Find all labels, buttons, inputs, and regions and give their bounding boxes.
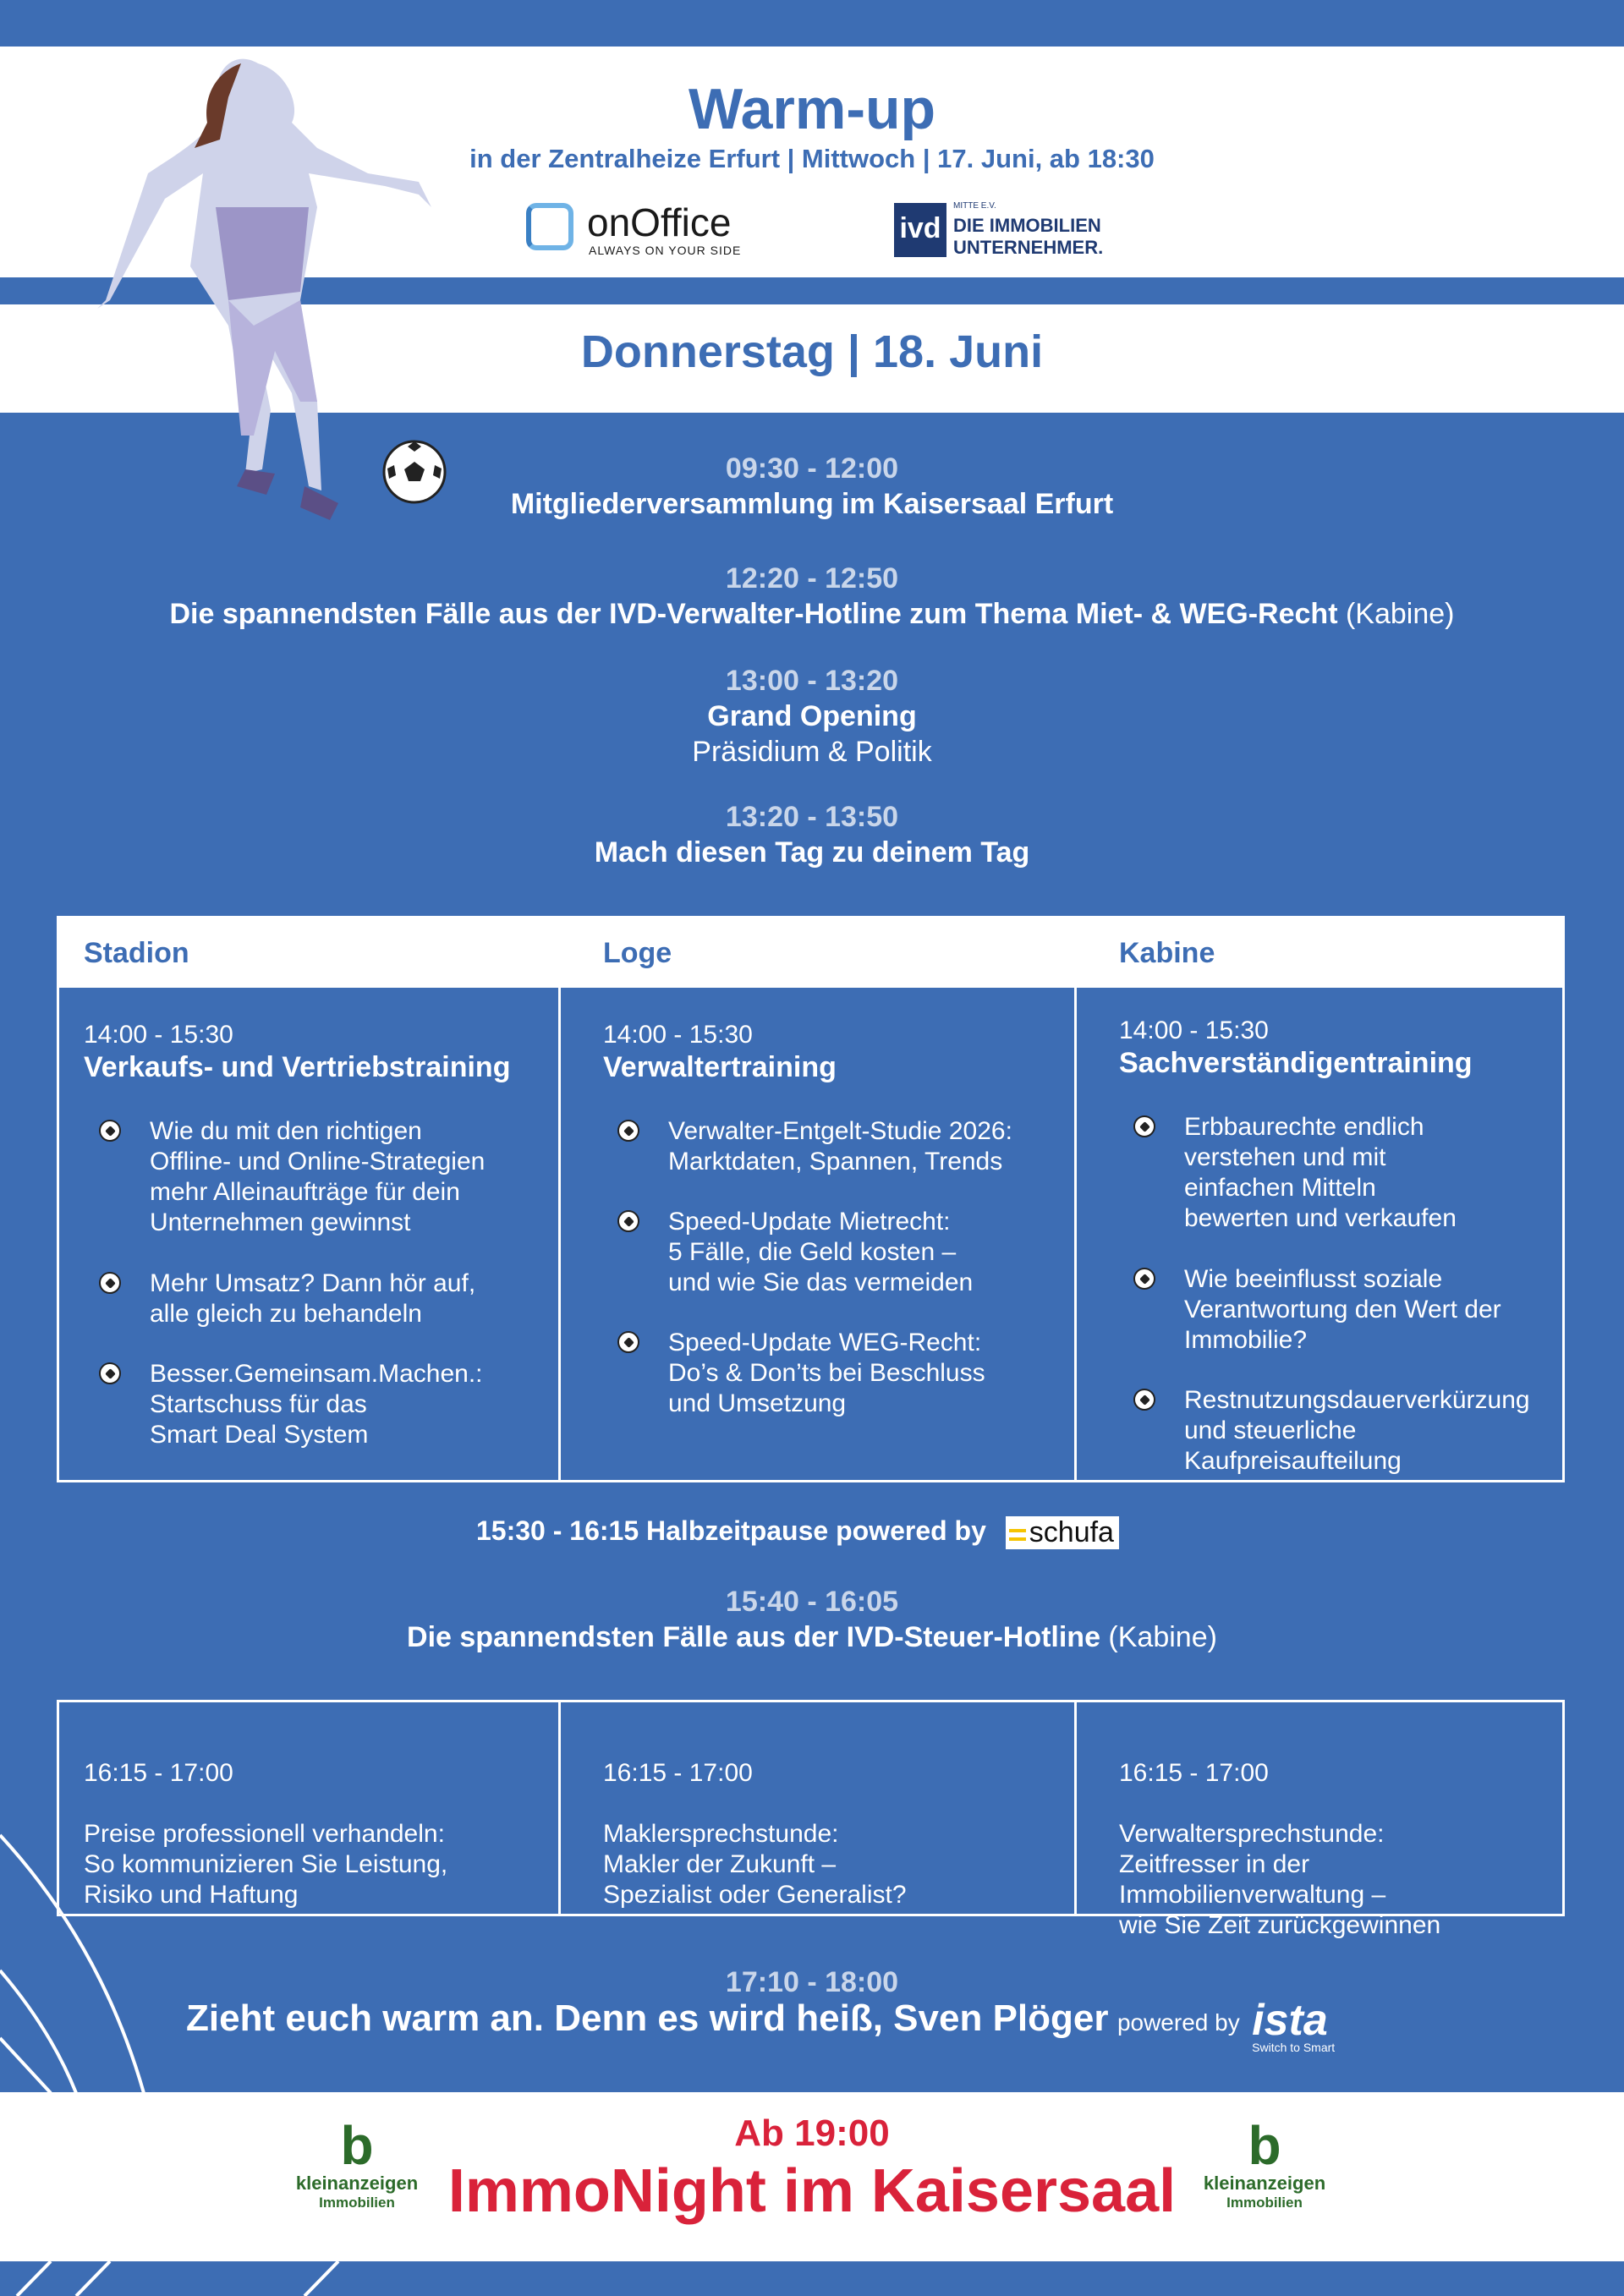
cell-time: 16:15 - 17:00 (84, 1759, 233, 1787)
cell-title: Sachverständigentraining (1119, 1047, 1473, 1079)
cell-time: 14:00 - 15:30 (84, 1021, 233, 1049)
training-cell (1119, 1016, 1559, 1080)
program-subtitle: Präsidium & Politik (692, 736, 932, 768)
kleinanzeigen-logo-right (1188, 2115, 1341, 2220)
cell-text: Maklersprechstunde: Makler der Zukunft – Spezialist oder Generalist? (603, 1820, 907, 1909)
program-title: Grand Opening (707, 700, 917, 732)
day-title: Donnerstag | 18. Juni (580, 326, 1044, 377)
closing-powered: powered by (1116, 2009, 1240, 2036)
program-item (0, 1584, 1624, 1655)
list-item-text: Mehr Umsatz? Dann hör auf, alle gleich zu behandeln (150, 1269, 476, 1328)
program-location: (Kabine) (1100, 1621, 1217, 1653)
closing-line (186, 1997, 1455, 2054)
kleinanzeigen-logo-subtext: Immobilien (1226, 2195, 1303, 2211)
training-cell (84, 1020, 549, 1084)
program-item (0, 451, 1624, 522)
cell-time: 14:00 - 15:30 (1119, 1016, 1269, 1044)
program-title: Die spannendsten Fälle aus der IVD-Steuer-Hotline (407, 1621, 1100, 1653)
training-cell (603, 1020, 1068, 1084)
onoffice-logo (524, 201, 744, 260)
ista-logo-tagline: Switch to Smart (1252, 2040, 1336, 2054)
column-divider (558, 918, 561, 1480)
list-item-text: Speed-Update WEG-Recht: Do’s & Don’ts bei Beschluss und Umsetzung (668, 1329, 985, 1417)
column-divider (558, 1702, 561, 1914)
soccer-ball-icon (99, 1362, 121, 1384)
program-item (0, 799, 1624, 870)
onoffice-logo-tagline: ALWAYS ON YOUR SIDE (589, 244, 742, 257)
kleinanzeigen-logo-subtext: Immobilien (319, 2195, 395, 2211)
soccer-ball-icon (617, 1331, 639, 1353)
list-item (617, 1328, 1066, 1419)
cell-time: 14:00 - 15:30 (603, 1021, 753, 1049)
ivd-logo (894, 201, 1114, 260)
break-text: 15:30 - 16:15 Halbzeitpause powered by (476, 1515, 986, 1546)
ivd-logo-small: MITTE E.V. (953, 201, 996, 211)
closing-title: Zieht euch warm an. Denn es wird heiß, Sven Plöger (186, 1997, 1109, 2039)
program-time: 12:20 - 12:50 (725, 562, 899, 595)
list-item (99, 1359, 547, 1450)
schufa-logo-text: schufa (1029, 1516, 1114, 1549)
list-item-text: Wie beeinflusst soziale Verantwortung den Wert der Immobilie? (1184, 1265, 1501, 1354)
soccer-ball-icon (617, 1210, 639, 1232)
program-title: Die spannendsten Fälle aus der IVD-Verwalter-Hotline zum Thema Miet- & WEG-Recht (169, 598, 1338, 630)
list-item-text: Besser.Gemeinsam.Machen.: Startschuss für das Smart Deal System (150, 1360, 483, 1449)
program-time: 13:00 - 13:20 (725, 665, 899, 697)
program-location: (Kabine) (1337, 598, 1455, 630)
ivd-logo-line2: UNTERNEHMER. (953, 237, 1104, 258)
ivd-logo-mark: ivd (894, 203, 946, 257)
list-item-text: Verwalter-Entgelt-Studie 2026: Marktdaten, Spannen, Trends (668, 1117, 1012, 1175)
soccer-ball-icon (1133, 1389, 1155, 1411)
onoffice-logo-mark-icon (526, 203, 573, 250)
training-table-header (59, 918, 1562, 988)
soccer-ball-icon (99, 1120, 121, 1142)
cell-title: Verkaufs- und Vertriebstraining (84, 1051, 511, 1083)
list-item (99, 1116, 547, 1238)
kleinanzeigen-logo-left (281, 2115, 433, 2220)
list-item (617, 1207, 1066, 1298)
ista-logo (1252, 1995, 1336, 2054)
cell-time: 16:15 - 17:00 (1119, 1759, 1269, 1787)
session-cell (84, 1728, 549, 1941)
night-time: Ab 19:00 (734, 2112, 890, 2154)
program-time: 15:40 - 16:05 (725, 1586, 899, 1618)
column-head-kabine: Kabine (1119, 937, 1215, 969)
list-item-text: Speed-Update Mietrecht: 5 Fälle, die Geld kosten – und wie Sie das vermeiden (668, 1208, 974, 1296)
ivd-logo-line1: DIE IMMOBILIEN (953, 215, 1101, 236)
soccer-ball-icon (1133, 1115, 1155, 1137)
session-table (57, 1700, 1565, 1939)
page-title: Warm-up (688, 77, 936, 141)
list-item-text: Erbbaurechte endlich verstehen und mit einfachen Mitteln bewerten und verkaufen (1184, 1113, 1457, 1232)
program-item (0, 561, 1624, 632)
list-item-text: Wie du mit den richtigen Offline- und Online-Strategien mehr Alleinaufträge für dein Unternehmen gewinnst (150, 1117, 486, 1236)
soccer-ball-icon (1133, 1268, 1155, 1290)
list-item (1133, 1264, 1565, 1356)
column-divider (1074, 1702, 1077, 1914)
night-title: ImmoNight im Kaisersaal (447, 2157, 1177, 2225)
cell-text: Verwaltersprechstunde: Zeitfresser in der Immobilienverwaltung – wie Sie Zeit zurückgewinnen (1119, 1820, 1441, 1939)
column-divider (1074, 918, 1077, 1480)
column-head-stadion: Stadion (84, 937, 189, 969)
closing-time: 17:10 - 18:00 (725, 1966, 899, 1998)
list-item (1133, 1112, 1565, 1234)
column-head-loge: Loge (603, 937, 672, 969)
cell-time: 16:15 - 17:00 (603, 1759, 753, 1787)
program-title: Mach diesen Tag zu deinem Tag (594, 836, 1030, 869)
soccer-ball-icon (99, 1272, 121, 1294)
program-time: 09:30 - 12:00 (725, 452, 899, 485)
field-lines-decoration-bottom (0, 2261, 423, 2296)
page-subtitle: in der Zentralheize Erfurt | Mittwoch | 17. Juni, ab 18:30 (469, 144, 1155, 173)
list-item (617, 1116, 1066, 1177)
kleinanzeigen-logo-text: kleinanzeigen (295, 2173, 419, 2194)
program-title: Mitgliederversammlung im Kaisersaal Erfurt (510, 488, 1114, 520)
program-item (0, 663, 1624, 770)
program-time: 13:20 - 13:50 (725, 801, 899, 833)
list-item (99, 1269, 547, 1329)
training-table (57, 916, 1565, 1482)
session-cell (603, 1728, 1068, 1941)
ista-logo-text: ista (1252, 1995, 1328, 2045)
schufa-logo (1006, 1516, 1119, 1549)
cell-text: Preise professionell verhandeln: So kommunizieren Sie Leistung, Risiko und Haftung (84, 1820, 448, 1909)
session-cell (1119, 1728, 1559, 1971)
kleinanzeigen-logo-icon: b (340, 2115, 374, 2176)
list-item-text: Restnutzungsdauerverkürzung und steuerliche Kaufpreisaufteilung (1184, 1386, 1530, 1475)
schufa-logo-mark-icon (1009, 1529, 1026, 1541)
cell-title: Verwaltertraining (603, 1051, 837, 1083)
soccer-ball-icon (617, 1120, 639, 1142)
kleinanzeigen-logo-text: kleinanzeigen (1203, 2173, 1326, 2194)
onoffice-logo-name: onOffice (587, 200, 732, 244)
halftime-break (476, 1515, 1237, 1549)
list-item (1133, 1385, 1565, 1477)
kleinanzeigen-logo-icon: b (1248, 2115, 1281, 2176)
